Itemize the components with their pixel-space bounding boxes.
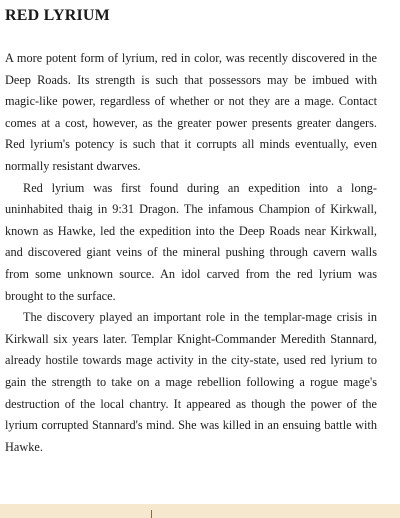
paragraph-1: A more potent form of lyrium, red in color, was recently discovered in the Deep Roads. Its strength is such that possessors may be imbued with magic-like power, regardless of whether or not they are a mage. Contact comes at a cost, however, as the greater power presents greater dangers. Red lyrium's potency is such that it corrupts all minds eventually, even normally resistant dwarves. bbox=[5, 51, 377, 173]
paragraph-3: The discovery played an important role in the templar-mage crisis in Kirkwall six years later. Templar Knight-Commander Meredith Stannard, already hostile towards mage activity in the city-state, used red lyrium to gain the strength to take on a mage rebellion following a rogue mage's destruction of the local chantry. It appeared as though the power of the lyrium corrupted Stannard's mind. She was killed in an ensuing battle with Hawke. bbox=[5, 310, 377, 454]
footer-band bbox=[0, 504, 400, 518]
article-body bbox=[5, 48, 377, 458]
section-title: RED LYRIUM bbox=[5, 7, 110, 24]
footer-tick-mark bbox=[151, 510, 152, 518]
paragraph-2: Red lyrium was first found during an expedition into a long-uninhabited thaig in 9:31 Dragon. The infamous Champion of Kirkwall, known as Hawke, led the expedition into the Deep Roads near Kirkwall, and discovered giant veins of the mineral pushing through cavern walls from some unknown source. An idol carved from the red lyrium was brought to the surface. bbox=[5, 180, 377, 303]
